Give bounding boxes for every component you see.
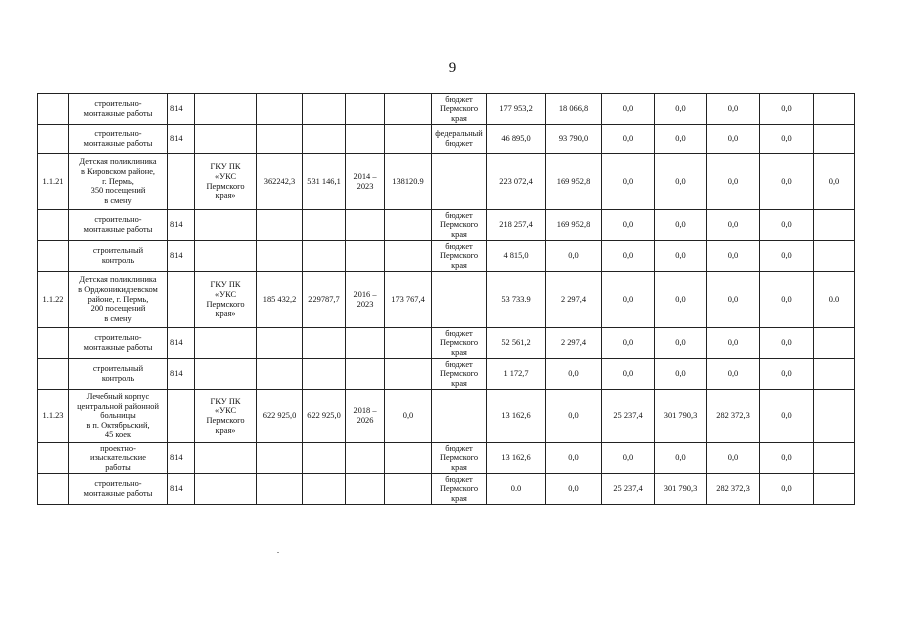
funding-source-cell: бюджет Пермского края <box>432 443 487 474</box>
total-cost-cell <box>303 210 346 241</box>
funding-source-cell <box>432 390 487 443</box>
total-cost-cell: 622 925,0 <box>303 390 346 443</box>
value-cell-7 <box>814 443 855 474</box>
value-cell-5: 282 372,3 <box>707 390 760 443</box>
value-cell-5: 0,0 <box>707 154 760 210</box>
sub-row <box>38 443 855 474</box>
value-cell-3: 0,0 <box>602 443 655 474</box>
value-cell-1: 0.0 <box>487 474 546 505</box>
value-cell-4: 301 790,3 <box>655 390 707 443</box>
period-cell <box>346 328 385 359</box>
value-cell-2: 93 790,0 <box>546 125 602 154</box>
value-cell-5: 0,0 <box>707 241 760 272</box>
total-cost-cell <box>303 474 346 505</box>
value-cell-5: 0,0 <box>707 210 760 241</box>
total-cost-cell: 531 146,1 <box>303 154 346 210</box>
name-cell: строительно- монтажные работы <box>69 94 168 125</box>
balance-cell <box>385 94 432 125</box>
customer-cell <box>195 328 257 359</box>
balance-cell: 138120.9 <box>385 154 432 210</box>
value-cell-7 <box>814 125 855 154</box>
code-cell: 814 <box>168 359 195 390</box>
value-cell-6: 0,0 <box>760 125 814 154</box>
value-cell-4: 0,0 <box>655 272 707 328</box>
number-cell <box>38 125 69 154</box>
value-cell-5: 0,0 <box>707 359 760 390</box>
value-cell-7 <box>814 359 855 390</box>
value-cell-7: 0,0 <box>814 154 855 210</box>
estimated-cost-cell <box>257 443 303 474</box>
funding-source-cell: бюджет Пермского края <box>432 241 487 272</box>
value-cell-6: 0,0 <box>760 241 814 272</box>
total-cost-cell <box>303 241 346 272</box>
value-cell-2: 0,0 <box>546 359 602 390</box>
budget-table <box>37 93 855 505</box>
value-cell-1: 13 162,6 <box>487 443 546 474</box>
value-cell-5: 0,0 <box>707 443 760 474</box>
name-cell: строительный контроль <box>69 241 168 272</box>
name-cell: строительно- монтажные работы <box>69 328 168 359</box>
value-cell-1: 1 172,7 <box>487 359 546 390</box>
period-cell: 2014 – 2023 <box>346 154 385 210</box>
value-cell-3: 0,0 <box>602 359 655 390</box>
value-cell-4: 0,0 <box>655 154 707 210</box>
balance-cell <box>385 474 432 505</box>
balance-cell: 173 767,4 <box>385 272 432 328</box>
balance-cell <box>385 328 432 359</box>
period-cell <box>346 125 385 154</box>
number-cell: 1.1.23 <box>38 390 69 443</box>
estimated-cost-cell <box>257 94 303 125</box>
period-cell <box>346 241 385 272</box>
value-cell-2: 0,0 <box>546 390 602 443</box>
value-cell-7 <box>814 94 855 125</box>
code-cell: 814 <box>168 474 195 505</box>
estimated-cost-cell <box>257 125 303 154</box>
number-cell: 1.1.21 <box>38 154 69 210</box>
value-cell-2: 0,0 <box>546 241 602 272</box>
value-cell-2: 2 297,4 <box>546 272 602 328</box>
estimated-cost-cell <box>257 474 303 505</box>
funding-source-cell <box>432 154 487 210</box>
customer-cell: ГКУ ПК «УКС Пермского края» <box>195 390 257 443</box>
value-cell-6: 0,0 <box>760 359 814 390</box>
total-cost-cell: 229787,7 <box>303 272 346 328</box>
value-cell-6: 0,0 <box>760 272 814 328</box>
value-cell-4: 0,0 <box>655 210 707 241</box>
scan-speck <box>277 552 279 553</box>
number-cell: 1.1.22 <box>38 272 69 328</box>
value-cell-3: 0,0 <box>602 94 655 125</box>
sub-row <box>38 328 855 359</box>
funding-source-cell: бюджет Пермского края <box>432 94 487 125</box>
value-cell-3: 0,0 <box>602 328 655 359</box>
value-cell-2: 18 066,8 <box>546 94 602 125</box>
name-cell: Детская поликлиника в Орджоникидзевском районе, г. Пермь, 200 посещений в смену <box>69 272 168 328</box>
name-cell: строительно- монтажные работы <box>69 210 168 241</box>
total-cost-cell <box>303 443 346 474</box>
funding-source-cell: бюджет Пермского края <box>432 328 487 359</box>
name-cell: строительно- монтажные работы <box>69 125 168 154</box>
estimated-cost-cell <box>257 241 303 272</box>
funding-source-cell: бюджет Пермского края <box>432 359 487 390</box>
balance-cell <box>385 125 432 154</box>
project-row <box>38 272 855 328</box>
period-cell <box>346 359 385 390</box>
value-cell-1: 53 733.9 <box>487 272 546 328</box>
balance-cell: 0,0 <box>385 390 432 443</box>
value-cell-6: 0,0 <box>760 328 814 359</box>
code-cell <box>168 390 195 443</box>
period-cell <box>346 94 385 125</box>
value-cell-7 <box>814 474 855 505</box>
value-cell-2: 0,0 <box>546 474 602 505</box>
code-cell: 814 <box>168 125 195 154</box>
value-cell-7 <box>814 390 855 443</box>
code-cell: 814 <box>168 443 195 474</box>
total-cost-cell <box>303 94 346 125</box>
code-cell: 814 <box>168 210 195 241</box>
value-cell-3: 0,0 <box>602 125 655 154</box>
value-cell-1: 218 257,4 <box>487 210 546 241</box>
code-cell: 814 <box>168 328 195 359</box>
balance-cell <box>385 359 432 390</box>
sub-row <box>38 474 855 505</box>
number-cell <box>38 94 69 125</box>
estimated-cost-cell <box>257 328 303 359</box>
customer-cell: ГКУ ПК «УКС Пермского края» <box>195 272 257 328</box>
value-cell-2: 2 297,4 <box>546 328 602 359</box>
period-cell <box>346 443 385 474</box>
funding-source-cell: бюджет Пермского края <box>432 474 487 505</box>
total-cost-cell <box>303 125 346 154</box>
value-cell-3: 0,0 <box>602 210 655 241</box>
value-cell-3: 25 237,4 <box>602 474 655 505</box>
value-cell-5: 0,0 <box>707 125 760 154</box>
value-cell-3: 25 237,4 <box>602 390 655 443</box>
code-cell: 814 <box>168 94 195 125</box>
customer-cell <box>195 125 257 154</box>
number-cell <box>38 241 69 272</box>
value-cell-3: 0,0 <box>602 272 655 328</box>
balance-cell <box>385 241 432 272</box>
value-cell-2: 169 952,8 <box>546 210 602 241</box>
customer-cell <box>195 241 257 272</box>
value-cell-7: 0.0 <box>814 272 855 328</box>
page-number: 9 <box>448 60 457 76</box>
value-cell-4: 0,0 <box>655 125 707 154</box>
value-cell-6: 0,0 <box>760 154 814 210</box>
value-cell-1: 13 162,6 <box>487 390 546 443</box>
code-cell: 814 <box>168 241 195 272</box>
value-cell-3: 0,0 <box>602 241 655 272</box>
value-cell-1: 46 895,0 <box>487 125 546 154</box>
customer-cell: ГКУ ПК «УКС Пермского края» <box>195 154 257 210</box>
value-cell-4: 301 790,3 <box>655 474 707 505</box>
number-cell <box>38 474 69 505</box>
project-row <box>38 154 855 210</box>
code-cell <box>168 154 195 210</box>
value-cell-5: 0,0 <box>707 94 760 125</box>
customer-cell <box>195 359 257 390</box>
number-cell <box>38 443 69 474</box>
value-cell-6: 0,0 <box>760 210 814 241</box>
period-cell: 2016 – 2023 <box>346 272 385 328</box>
name-cell: строительно- монтажные работы <box>69 474 168 505</box>
estimated-cost-cell: 185 432,2 <box>257 272 303 328</box>
value-cell-1: 4 815,0 <box>487 241 546 272</box>
sub-row <box>38 210 855 241</box>
value-cell-6: 0,0 <box>760 390 814 443</box>
period-cell: 2018 – 2026 <box>346 390 385 443</box>
sub-row <box>38 241 855 272</box>
name-cell: проектно- изыскательские работы <box>69 443 168 474</box>
sub-row <box>38 359 855 390</box>
name-cell: Лечебный корпус центральной районной больницы в п. Октябрьский, 45 коек <box>69 390 168 443</box>
value-cell-1: 52 561,2 <box>487 328 546 359</box>
period-cell <box>346 210 385 241</box>
funding-source-cell: федеральный бюджет <box>432 125 487 154</box>
estimated-cost-cell: 362242,3 <box>257 154 303 210</box>
value-cell-3: 0,0 <box>602 154 655 210</box>
name-cell: Детская поликлиника в Кировском районе, г. Пермь, 350 посещений в смену <box>69 154 168 210</box>
value-cell-4: 0,0 <box>655 328 707 359</box>
number-cell <box>38 328 69 359</box>
number-cell <box>38 210 69 241</box>
customer-cell <box>195 474 257 505</box>
estimated-cost-cell <box>257 210 303 241</box>
value-cell-5: 282 372,3 <box>707 474 760 505</box>
table-body <box>38 94 855 505</box>
estimated-cost-cell: 622 925,0 <box>257 390 303 443</box>
balance-cell <box>385 443 432 474</box>
value-cell-2: 0,0 <box>546 443 602 474</box>
funding-source-cell <box>432 272 487 328</box>
value-cell-4: 0,0 <box>655 94 707 125</box>
value-cell-7 <box>814 328 855 359</box>
value-cell-6: 0,0 <box>760 474 814 505</box>
sub-row <box>38 94 855 125</box>
value-cell-6: 0,0 <box>760 94 814 125</box>
value-cell-2: 169 952,8 <box>546 154 602 210</box>
customer-cell <box>195 210 257 241</box>
value-cell-5: 0,0 <box>707 328 760 359</box>
sub-row <box>38 125 855 154</box>
funding-source-cell: бюджет Пермского края <box>432 210 487 241</box>
value-cell-4: 0,0 <box>655 443 707 474</box>
value-cell-1: 177 953,2 <box>487 94 546 125</box>
value-cell-6: 0,0 <box>760 443 814 474</box>
total-cost-cell <box>303 359 346 390</box>
balance-cell <box>385 210 432 241</box>
value-cell-7 <box>814 241 855 272</box>
period-cell <box>346 474 385 505</box>
value-cell-1: 223 072,4 <box>487 154 546 210</box>
code-cell <box>168 272 195 328</box>
number-cell <box>38 359 69 390</box>
total-cost-cell <box>303 328 346 359</box>
value-cell-5: 0,0 <box>707 272 760 328</box>
project-row <box>38 390 855 443</box>
name-cell: строительный контроль <box>69 359 168 390</box>
customer-cell <box>195 94 257 125</box>
estimated-cost-cell <box>257 359 303 390</box>
customer-cell <box>195 443 257 474</box>
value-cell-4: 0,0 <box>655 359 707 390</box>
value-cell-7 <box>814 210 855 241</box>
value-cell-4: 0,0 <box>655 241 707 272</box>
